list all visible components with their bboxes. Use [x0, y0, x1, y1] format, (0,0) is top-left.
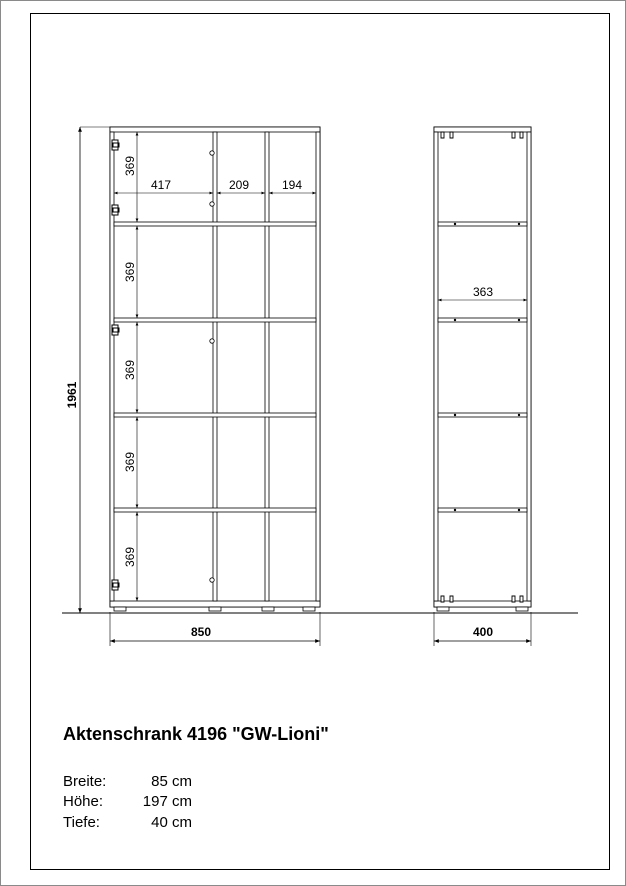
shelf-spacing-dimension: 369: [123, 451, 137, 473]
knob-icon: [210, 202, 214, 206]
foot: [303, 607, 315, 611]
foot: [262, 607, 274, 611]
shelf-spacing-dimension: 369: [123, 261, 137, 283]
spec-label-height: Höhe:: [63, 793, 104, 810]
foot: [209, 607, 221, 611]
product-title: Aktenschrank 4196 "GW-Lioni": [63, 724, 329, 744]
shelf: [438, 413, 527, 417]
fitting-icon: [441, 132, 523, 138]
foot: [114, 607, 126, 611]
inner-depth-dimension: 363: [472, 285, 494, 299]
shelf: [114, 318, 316, 322]
height-dimension: 1961: [65, 381, 79, 409]
front-view: [65, 127, 320, 646]
hinge-icon: [112, 580, 119, 590]
spec-value-depth: 40 cm: [151, 814, 192, 831]
hinge-icon: [112, 325, 119, 335]
divider: [265, 132, 269, 601]
side-wall-left: [110, 132, 114, 601]
knob-icon: [210, 578, 214, 582]
shelf: [114, 413, 316, 417]
hinge-icon: [112, 205, 119, 215]
shelf: [114, 222, 316, 226]
compartment-width-dimension: 417: [150, 178, 172, 192]
shelf-spacing-dimension: 369: [123, 546, 137, 568]
width-dimension: 850: [190, 625, 212, 639]
side-wall-right: [316, 132, 320, 601]
compartment-width-dimension: 209: [228, 178, 250, 192]
shelf: [438, 318, 527, 322]
spec-value-width: 85 cm: [151, 773, 192, 790]
shelf-spacing-dimension: 369: [123, 359, 137, 381]
shelf: [114, 508, 316, 512]
hinge-icon: [112, 140, 119, 150]
top-board: [110, 127, 320, 132]
plinth: [110, 601, 320, 607]
spec-label-depth: Tiefe:: [63, 814, 100, 831]
shelf-spacing-dimension: 369: [123, 155, 137, 177]
shelf: [438, 222, 527, 226]
compartment-width-dimension: 194: [281, 178, 303, 192]
side-outline: [434, 127, 531, 607]
spec-label-width: Breite:: [63, 773, 107, 790]
spec-value-height: 197 cm: [142, 793, 192, 810]
shelf: [438, 508, 527, 512]
knob-icon: [210, 339, 214, 343]
depth-dimension: 400: [472, 625, 494, 639]
knob-icon: [210, 151, 214, 155]
side-view: [434, 127, 531, 646]
